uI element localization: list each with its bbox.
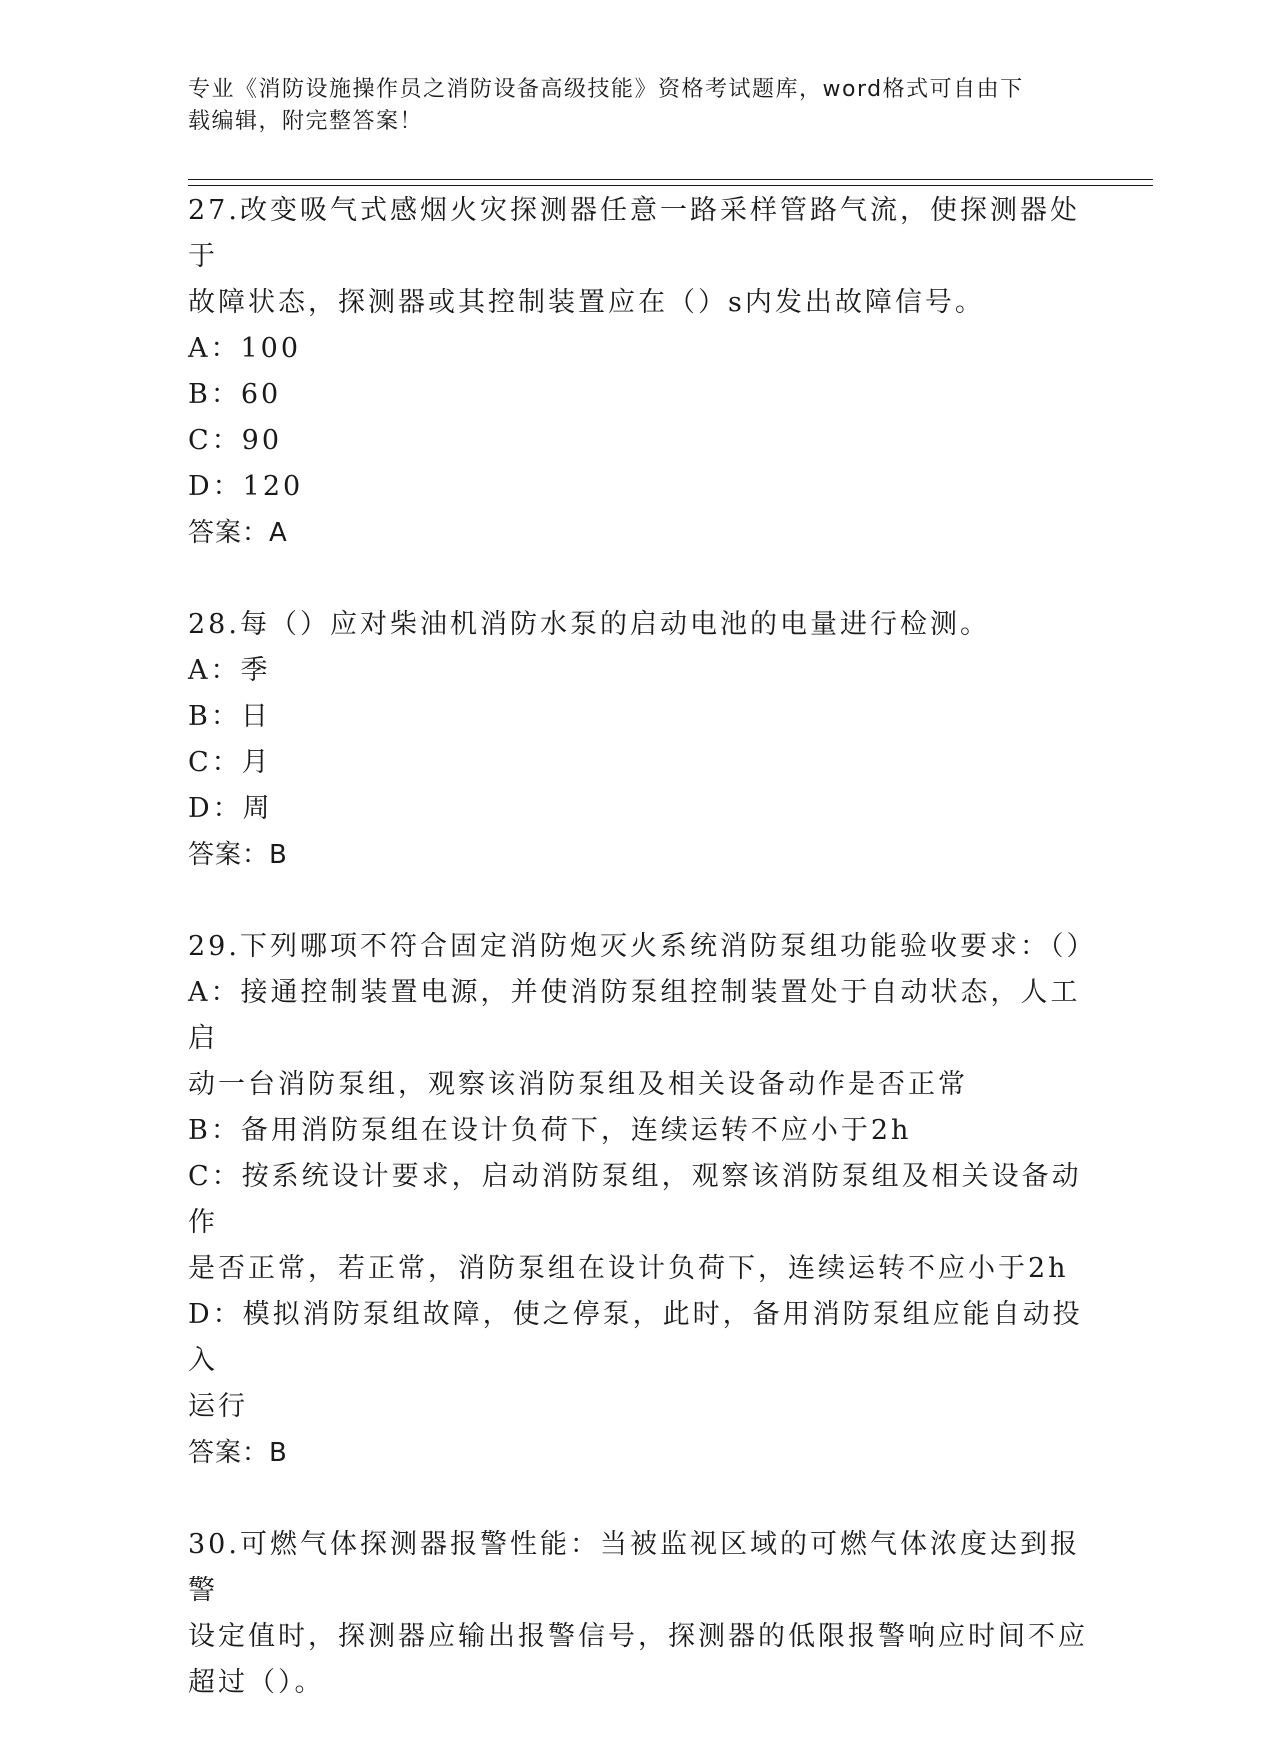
answer-option-line: A：季: [188, 655, 271, 686]
header-divider-bottom: [188, 185, 1153, 186]
header-line-2: 载编辑，附完整答案！: [188, 109, 424, 134]
question-stem-line: 27.改变吸气式感烟火灾探测器任意一路采样管路气流，使探测器处于: [188, 195, 1080, 272]
answer-option-line: 运行: [188, 1391, 248, 1422]
answer-option-line: D：120: [188, 471, 304, 502]
answer-option-line: C：90: [188, 425, 283, 456]
answer-option-line: B：备用消防泵组在设计负荷下，连续运转不应小于2h: [188, 1115, 912, 1146]
answer-key: 答案：B: [188, 1438, 288, 1468]
answer-option-line: D：周: [188, 793, 273, 824]
header-divider-top: [188, 179, 1153, 180]
answer-option-line: B：日: [188, 701, 271, 732]
question-stem-line: 设定值时，探测器应输出报警信号，探测器的低限报警响应时间不应: [188, 1621, 1088, 1652]
answer-option-line: 动一台消防泵组，观察该消防泵组及相关设备动作是否正常: [188, 1069, 968, 1100]
answer-option-line: C：按系统设计要求，启动消防泵组，观察该消防泵组及相关设备动作: [188, 1161, 1082, 1238]
question-list: [188, 188, 1097, 1752]
question-block: [188, 188, 1088, 556]
header-line-1: 专业《消防设施操作员之消防设备高级技能》资格考试题库，word格式可自由下: [188, 77, 1024, 102]
answer-key: 答案：A: [188, 518, 288, 548]
document-header: [188, 74, 1068, 138]
answer-key: 答案：B: [188, 840, 288, 870]
answer-option-line: B：60: [188, 379, 282, 410]
question-stem-line: 超过（）。: [188, 1667, 325, 1698]
question-block: [188, 602, 1088, 878]
question-block: [188, 924, 1097, 1476]
answer-option-line: C：月: [188, 747, 272, 778]
answer-option-line: A：接通控制装置电源，并使消防泵组控制装置处于自动状态，人工启: [188, 977, 1081, 1054]
answer-option-line: A：100: [188, 333, 302, 364]
question-stem-line: 28.每（）应对柴油机消防水泵的启动电池的电量进行检测。: [188, 609, 990, 640]
answer-option-line: D：模拟消防泵组故障，使之停泵，此时，备用消防泵组应能自动投入: [188, 1299, 1083, 1376]
answer-option-line: 是否正常，若正常，消防泵组在设计负荷下，连续运转不应小于2h: [188, 1253, 1069, 1284]
question-stem-line: 29.下列哪项不符合固定消防炮灭火系统消防泵组功能验收要求：（）: [188, 931, 1097, 962]
question-block: [188, 1522, 1088, 1706]
question-stem-line: 故障状态，探测器或其控制装置应在（）s内发出故障信号。: [188, 287, 985, 318]
question-stem-line: 30.可燃气体探测器报警性能：当被监视区域的可燃气体浓度达到报警: [188, 1529, 1080, 1606]
